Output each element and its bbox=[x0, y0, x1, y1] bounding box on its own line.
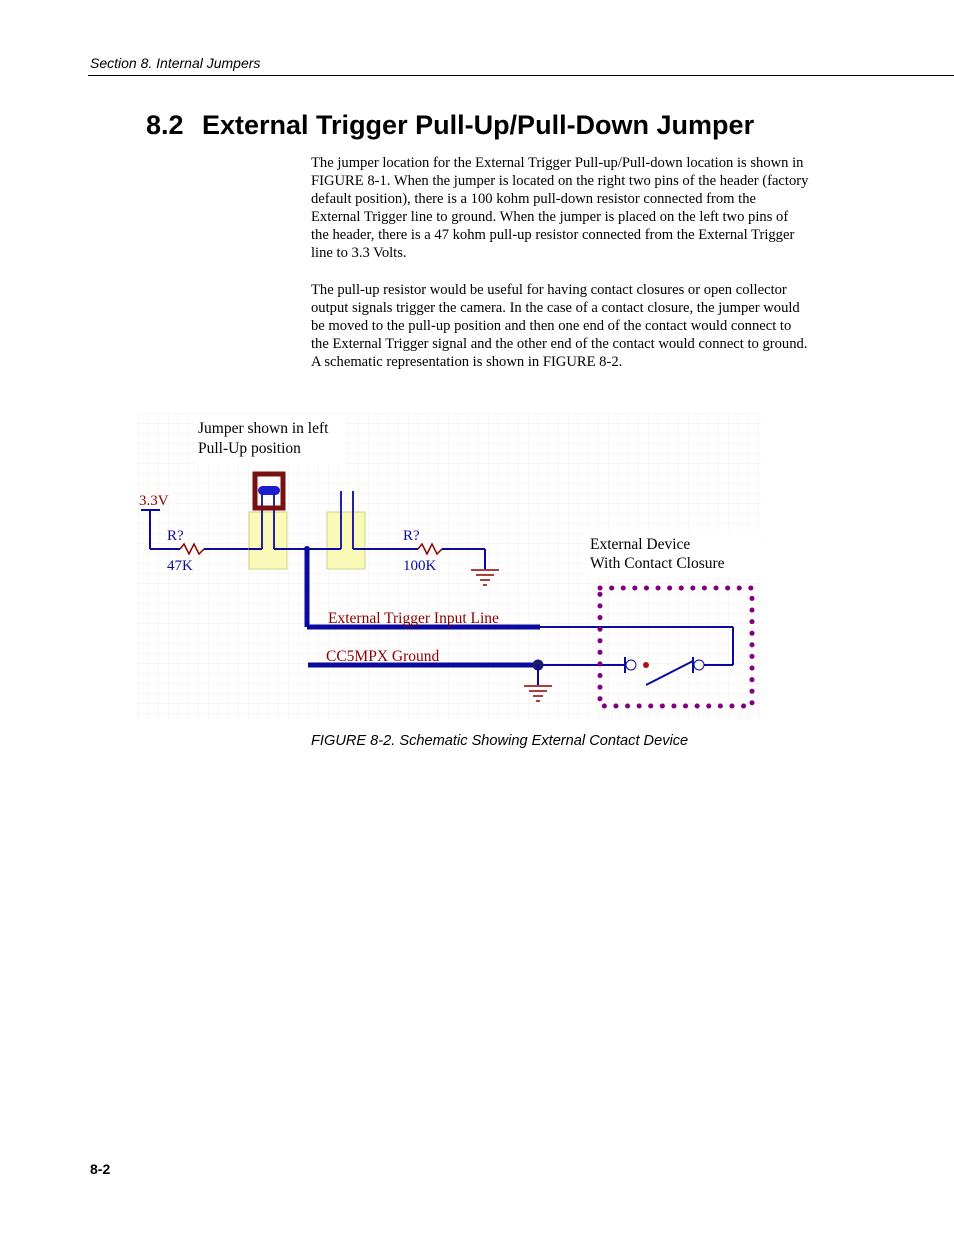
r2-value: 100K bbox=[403, 558, 437, 574]
section-number: 8.2 bbox=[146, 110, 184, 140]
body-paragraph-2: The pull-up resistor would be useful for having contact closures or open collector output signals trigger the camera. In the case of a contact closure, the jumper would be moved to the pull-up position and then one end of the contact would connect to the External Trigger signal and the other end of the contact would connect to ground. A schematic representation is shown in FIGURE 8-2. bbox=[311, 282, 808, 371]
supply-label: 3.3V bbox=[139, 493, 169, 509]
ground-net-label: CC5MPX Ground bbox=[326, 648, 440, 665]
section-title-text: External Trigger Pull-Up/Pull-Down Jumper bbox=[202, 110, 755, 140]
jumper-note-line-2: Pull-Up position bbox=[198, 440, 301, 457]
device-label-line-1: External Device bbox=[590, 536, 691, 553]
switch-left-terminal bbox=[626, 660, 636, 670]
jumper-shunt bbox=[258, 486, 280, 495]
r1-reference: R? bbox=[167, 528, 184, 544]
figure-caption: FIGURE 8-2. Schematic Showing External Contact Device bbox=[311, 733, 689, 749]
section-title bbox=[146, 110, 754, 141]
right-header-block bbox=[327, 512, 365, 569]
trigger-net-label: External Trigger Input Line bbox=[328, 610, 499, 627]
r1-value: 47K bbox=[167, 558, 193, 574]
running-header: Section 8. Internal Jumpers bbox=[90, 55, 261, 71]
switch-right-terminal bbox=[694, 660, 704, 670]
switch-pivot bbox=[643, 662, 649, 668]
header-rule bbox=[88, 75, 954, 76]
body-paragraph-1: The jumper location for the External Trigger Pull-up/Pull-down location is shown in FIGURE 8-1. When the jumper is located on the right two pins of the header (factory default position), there is a 100 kohm pull-down resistor connected from the External Trigger line to ground. When the jumper is placed on the left two pins of the header, there is a 47 kohm pull-up resistor connected from the External Trigger line to 3.3 Volts. bbox=[311, 155, 809, 262]
r2-reference: R? bbox=[403, 528, 420, 544]
device-label-line-2: With Contact Closure bbox=[590, 555, 725, 572]
page-number: 8-2 bbox=[90, 1161, 111, 1177]
left-header-block bbox=[249, 512, 287, 569]
schematic-figure bbox=[138, 413, 762, 719]
jumper-note-line-1: Jumper shown in left bbox=[198, 420, 329, 437]
